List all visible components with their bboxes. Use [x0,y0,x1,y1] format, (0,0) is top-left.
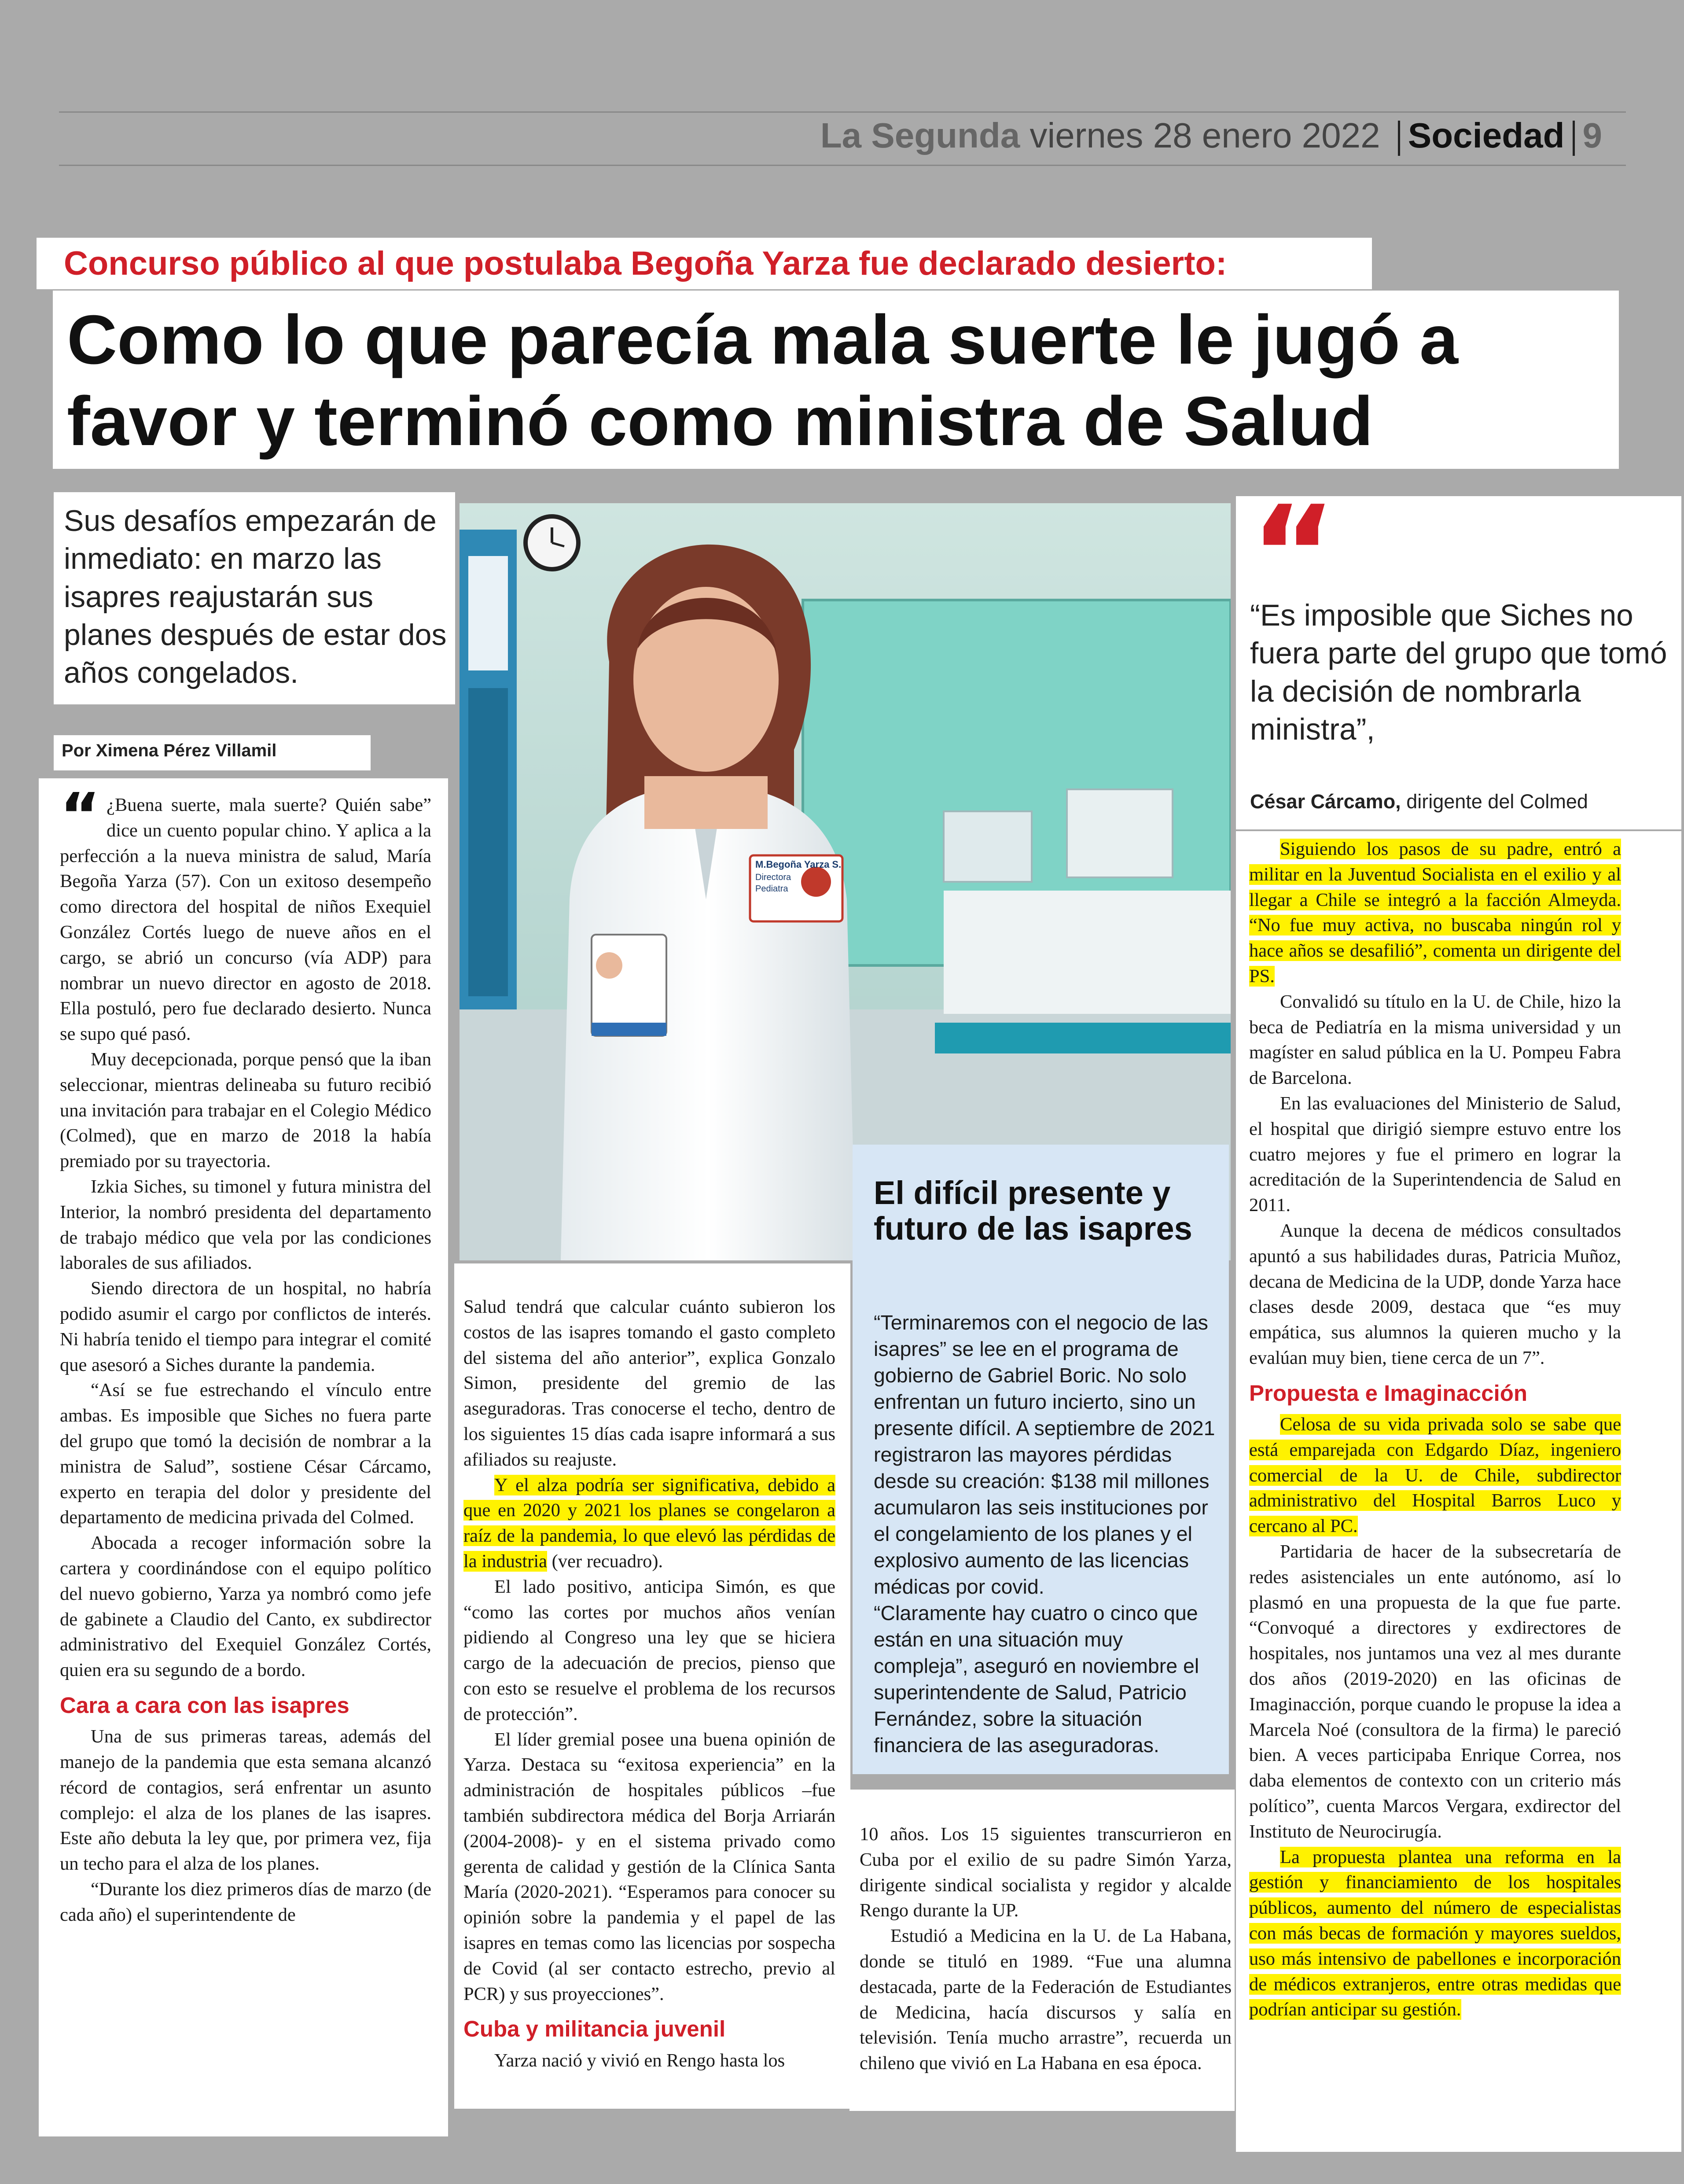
paragraph: Convalidó su título en la U. de Chile, hizo la beca de Pediatría en la misma universidad y un magíster en salud pública en la U. Pompeu Fabra de Barcelona. [1249,991,1621,1089]
paragraph: ¿Buena suerte, mala suerte? Quién sabe” dice un cuento popular chino. Y aplica a la perfección a la nueva ministra de salud, María Begoña Yarza (57). Con un exitoso desempeño como directora del hospital de niños Exequiel González Cortés luego de nueve años en el cargo, se abrió un concurso (vía ADP) para nombrar un nuevo director en agosto de 2018. Ella postuló, pero fue declarado desierto. Nunca se supo qué pasó. [60,795,431,1045]
highlighted-text: Celosa de su vida privada solo se sabe que está emparejada con Edgardo Díaz, ingeniero comercial de la U. de Chile, subdirector administrativo del Hospital Barros Luco y cercano al PC. [1249,1414,1621,1537]
paragraph: Una de sus primeras tareas, además del manejo de la pandemia que esta semana alcanzó récord de contagios, será enfrentar un asunto complejo: el alza de los planes de las isapres. Este año debuta la ley que, por primera vez, fija un techo para el alza de los planes. [60,1726,431,1875]
column-3 [860,1822,1232,2076]
deck: Sus desafíos empezarán de inmediato: en marzo las isapres reajustarán sus planes después de estar dos años congelados. [64,504,447,690]
column-2 [463,1294,835,2073]
header-divider [1573,121,1575,156]
byline: Por Ximena Pérez Villamil [62,741,277,760]
highlighted-text: La propuesta plantea una reforma en la gestión y financiamiento de los hospitales públicos, aumento del número de especialistas con más becas de formación y mayores sueldos, uso más intensivo de pabellones e incorporación de médicos extranjeros, entre otras medidas que podrían anticipar su gestión. [1249,1846,1621,2020]
paragraph: El lado positivo, anticipa Simón, es que “como las cortes por muchos años venían pidiendo al Congreso una ley que se hiciera cargo de la adecuación de precios, pienso que con esto se resuelve el problema de los recursos de protección”. [463,1576,835,1724]
highlighted-text: Siguiendo los pasos de su padre, entró a militar en la Juventud Socialista en el exilio y al llegar a Chile se integró a la facción Almeyda. “No fue muy activa, no buscaba ningún rol y hace años se desafilió”, comenta un dirigente del PS. [1249,839,1621,987]
headline: Como lo que parecía mala suerte le jugó a favor y terminó como ministra de Salud [67,301,1458,460]
paragraph: Partidaria de hacer de la subsecretaría de redes asistenciales un ente autónomo, así lo plasmó en una propuesta de la que fue parte. “Convoqué a directores y exdirectores de hospitales, nos juntamos una vez al mes durante dos años (2019-2020) en las oficinas de Imaginacción, porque cuando le propuse la idea a Marcela Noé (consultora de la firma) le pareció bien. A veces participaba Enrique Correa, nos daba elementos de contexto con un criterio más político”, cuenta Marcos Vergara, exdirector del Instituto de Neurocirugía. [1249,1541,1621,1842]
highlighted-text: Y el alza podría ser significativa, debido a que en 2020 y 2021 los planes se congelaron a raíz de la pandemia, lo que elevó las pérdidas de la industria [463,1474,835,1572]
paragraph: Izkia Siches, su timonel y futura ministra del Interior, la nombró presidenta del departamento de trabajo médico que vela por las condiciones laborales de sus afiliados. [60,1176,431,1274]
publication-name: La Segunda [820,116,1020,155]
pull-quote: “Es imposible que Siches no fuera parte del grupo que tomó la decisión de nombrarla ministra”, [1250,598,1667,746]
publication-date: viernes 28 enero 2022 [1030,116,1380,155]
paragraph: Yarza nació y vivió en Rengo hasta los [494,2050,785,2071]
paragraph: Abocada a recoger información sobre la cartera y coordinándose con el equipo político del nuevo gobierno, Yarza ya nombró como jefe de gabinete a Claudio del Canto, ex subdirector administrativo del Exequiel González Cortés, quien era su segundo de a bordo. [60,1532,431,1681]
paragraph-text: (ver recuadro). [547,1551,663,1572]
header-rule-top [59,111,1626,113]
quote-author-role: dirigente del Colmed [1401,790,1588,813]
paragraph: Estudió a Medicina en la U. de La Habana, donde se tituló en 1989. “Fue una alumna destacada, parte de la Federación de Estudiantes de Medicina, hacía discursos y salía en televisión. Tenía mucho arrastre”, recuerda un chileno que vivió en La Habana en esa época. [860,1926,1232,2074]
section-name: Sociedad [1408,116,1565,155]
column-4 [1249,836,1621,2022]
sidebar-title: El difícil presente y futuro de las isapres [874,1175,1192,1247]
badge-role: Pediatra [755,884,788,894]
paragraph: “Terminaremos con el negocio de las isapres” se lee en el programa de gobierno de Gabriel Boric. No solo enfrentan un futuro incierto, sino un presente difícil. A septiembre de 2021 registraron las mayores pérdidas desde su creación: $138 mil millones acumularon las seis instituciones por el congelamiento de los planes y el explosivo aumento de las licencias médicas por covid. [874,1311,1215,1598]
paragraph: El líder gremial posee una buena opinión de Yarza. Destaca su “exitosa experiencia” en la administración de hospitales públicos –fue también subdirectora médica del Borja Arriarán (2004-2008)- y en el sistema privado como gerenta de calidad y gestión de la Clínica Santa María (2020-2021). “Esperamos para conocer su opinión sobre la pandemia y el papel de las isapres en temas como las licencias por sospecha de Covid (al ser contacto estrecho, previo al PCR) y sus proyecciones”. [463,1729,835,2004]
subheading: Propuesta e Imaginacción [1249,1380,1528,1406]
paragraph: Siendo directora de un hospital, no habría podido asumir el cargo por conflictos de interés. Ni habría tenido el tiempo para integrar el comité que asesoró a Siches durante la pandemia. [60,1278,431,1375]
sidebar-text [874,1310,1217,1759]
quote-author: César Cárcamo, [1250,790,1401,813]
column-1 [60,780,431,1928]
subheading: Cuba y militancia juvenil [463,2016,726,2042]
paragraph: “Durante los diez primeros días de marzo (de cada año) el superintendente de [60,1879,431,1925]
pull-quote-attribution [1250,790,1588,813]
badge-name: M.Begoña Yarza S. [755,859,842,870]
paragraph: Salud tendrá que calcular cuánto subieron los costos de las isapres tomando el gasto completo del sistema del año anterior”, explica Gonzalo Simon, presidente del gremio de las aseguradoras. Tras conocerse el techo, dentro de los siguientes 15 días cada isapre informará a sus afiliados su reajuste. [463,1296,835,1470]
page-header [820,115,1602,156]
drop-quote-mark: “ [60,780,101,852]
paragraph: “Así se fue estrechando el vínculo entre ambas. Es imposible que Siches no fuera parte del grupo que tomó la decisión de nombrar a la ministra de Salud”, sostiene César Cárcamo, experto en terapia del dolor y presidente del departamento de medicina privada del Colmed. [60,1380,431,1528]
paragraph [1249,1412,1621,1539]
paragraph [463,1473,835,1574]
paragraph: Muy decepcionada, porque pensó que la iban seleccionar, mientras delineaba su futuro recibió una invitación para trabajar en el Colegio Médico (Colmed), que en marzo de 2018 la había premiado por su trayectoria. [60,1049,431,1172]
subheading: Cara a cara con las isapres [60,1692,349,1718]
page-number: 9 [1582,116,1602,155]
paragraph: En las evaluaciones del Ministerio de Salud, el hospital que dirigió siempre estuvo entre los cuatro mejores y fue el primero en lograr la acreditación de la Superintendencia de Salud en 2011. [1249,1093,1621,1216]
header-rule-bottom [59,165,1626,166]
badge-role: Directora [755,873,791,882]
paragraph [1249,836,1621,989]
header-divider [1398,121,1400,156]
quote-mark-icon: “ [1250,478,1337,631]
paragraph: “Claramente hay cuatro o cinco que están en una situación muy compleja”, aseguró en noviembre el superintendente de Salud, Patricio Fernández, sobre la situación financiera de las aseguradoras. [874,1601,1199,1757]
paragraph: 10 años. Los 15 siguientes transcurrieron en Cuba por el exilio de su padre Simón Yarza, dirigente sindical socialista y regidor y alcalde Rengo durante la UP. [860,1824,1232,1921]
kicker: Concurso público al que postulaba Begoña Yarza fue declarado desierto: [64,245,1227,282]
paragraph [1249,1845,1621,2023]
paragraph: Aunque la decena de médicos consultados apuntó a sus habilidades duras, Patricia Muñoz, decana de Medicina de la UDP, donde Yarza hace clases desde 2009, destaca que “es muy empática, sus alumnos la quieren mucho y la evalúan muy bien, tiene cerca de un 7”. [1249,1220,1621,1368]
